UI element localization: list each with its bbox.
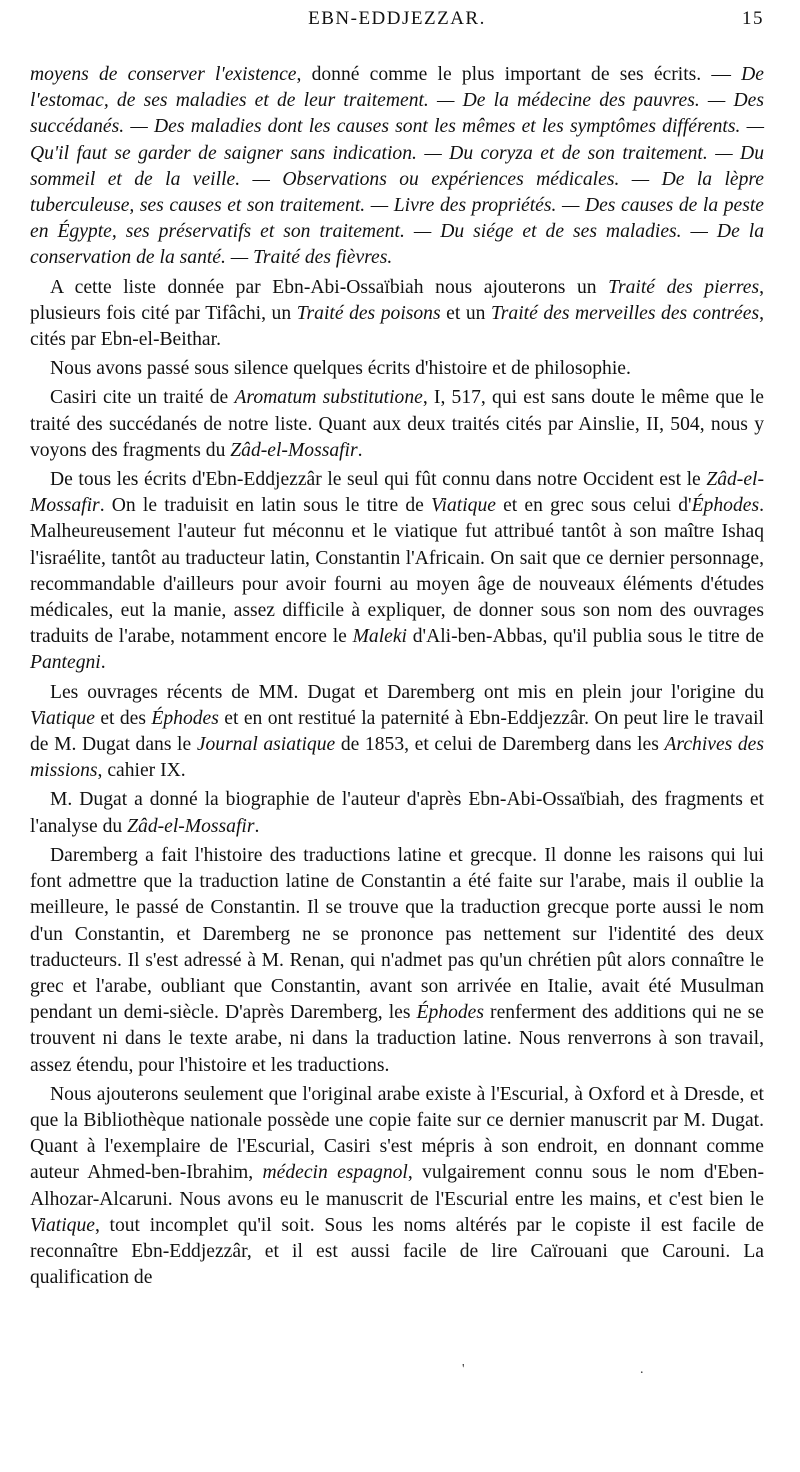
text-run: et des [94,707,152,729]
text-run: . Malheureusement l'auteur fut méconnu et le viatique fut attribué tantôt à son maître Ishaq l'israélite, tantôt au traducteur latin, Constantin l'Africain. On sait que ce dernier personnage, recommandable d'ailleurs pour avoir fourni au moyen âge de nouveaux éléments d'études médicales, eut la manie, assez difficile à expliquer, de donner sous son nom des ouvrages traduits de l'arabe, notamment encore le [30,495,764,648]
italic-text: Pantegni [30,652,101,674]
page-header [30,2,764,32]
paragraph [30,275,764,354]
text-run: . [100,652,106,674]
text-run: , plusieurs fois cité par Tifâchi, un [30,276,764,324]
text-run: De tous les écrits d'Ebn-Eddjezzâr le seul qui fût connu dans notre Occident est le [50,469,707,491]
running-head: EBN-EDDJEZZAR. [308,8,486,29]
text-run: renferment des additions qui ne se trouvent ni dans le texte arabe, ni dans la traduction latine. Nous renverrons à son travail, assez étendu, pour l'histoire et les traductions. [30,1002,764,1076]
italic-text: Éphodes [151,707,219,729]
text-run: Nous ajouterons seulement que l'original arabe existe à l'Escurial, à Oxford et à Dresde, et que la Bibliothèque nationale possède une copie faite sur ce dernier manuscrit par M. Dugat. Quant à l'exemplaire de l'Escurial, Casiri s'est mépris à son endroit, en donnant comme auteur Ahmed-ben-Ibrahim, [30,1083,764,1184]
italic-text: Éphodes [691,495,760,517]
text-run: . On le traduisit en latin sous le titre de [99,495,431,517]
italic-text: Zâd-el-Mossafir [230,439,358,461]
paragraph [30,1082,764,1292]
stray-mark: ' [462,1362,465,1377]
italic-text: Journal asiatique [196,734,336,756]
stray-mark: . [640,1362,644,1377]
text-run: d'Ali-ben-Abbas, qu'il publia sous le titre de [407,626,764,648]
text-run: , donné comme le plus important de ses écrits. — [296,64,742,85]
text-run: M. Dugat a donné la biographie de l'auteur d'après Ebn-Abi-Ossaïbiah, des fragments et l'analyse du [30,789,764,837]
text-run: Les ouvrages récents de MM. Dugat et Daremberg ont mis en plein jour l'origine du [50,681,764,703]
text-run: . [357,439,363,461]
italic-text: Éphodes [416,1002,484,1024]
italic-text: Traité des poisons [296,302,441,324]
body-text [30,62,764,1291]
italic-text: Viatique [431,495,496,517]
text-run: et en grec sous celui d' [495,495,692,517]
text-run: Daremberg a fait l'histoire des traductions latine et grecque. Il donne les raisons qui lui font admettre que la traduction latine de Constantin a été faite sur l'arabe, mais il oublie la meilleure, le passé de Constantin. Il se trouve que la traduction grecque porte aussi le nom d'un Constantin, et Daremberg ne se prononce pas nettement sur l'identité des deux traducteurs. Il s'est adressé à M. Renan, qui n'admet pas qu'un chrétien pût alors connaître le grec et l'arabe, oubliant que Constantin, avant son arrivée en Italie, avait été Musulman pendant un demi-siècle. D'après Daremberg, les [30,844,764,1024]
text-run: , tout incomplet qu'il soit. Sous les noms altérés par le copiste il est facile de reconnaître Ebn-Eddjezzâr, et il est aussi facile de lire Caïrouani que Carouni. La qualification de [30,1214,764,1289]
paragraph [30,467,764,677]
paragraph [30,680,764,785]
italic-text: Aromatum substitutione [234,387,423,409]
text-run: et en ont restitué la paternité à Ebn-Eddjezzâr. On peut lire le travail de M. Dugat dans le [30,707,764,756]
text-run: , cités par Ebn-el-Beithar. [30,302,764,351]
italic-text: Maleki [352,626,407,648]
italic-text: Zâd-el-Mossafir [127,815,255,837]
text-run: de 1853, et celui de Daremberg dans les [335,734,665,756]
paragraph [30,843,764,1079]
paragraph [30,385,764,464]
page-number: 15 [742,8,764,29]
italic-text: Zâd-el-Mossafir [30,469,764,517]
paragraph [30,356,764,382]
italic-text: Viatique [30,707,95,729]
italic-text: moyens de conserver l'existence [30,64,297,85]
italic-text: médecin espagnol [262,1162,408,1184]
paragraph [30,787,764,839]
italic-text: Archives des missions [30,734,765,782]
text-run: , cahier IX. [97,760,186,782]
text-run: , vulgairement connu sous le nom d'Eben-Alhozar-Alcaruni. Nous avons eu le manuscrit de l'Escurial entre les mains, et c'est bien le [30,1162,764,1210]
italic-text: Traité des pierres [608,276,760,298]
text-run: , I, 517, qui est sans doute le même que le traité des succédanés de notre liste. Quant aux deux traités cités par Ainslie, II, 504, nous y voyons des fragments du [30,387,764,461]
text-run: Nous avons passé sous silence quelques écrits d'histoire et de philosophie. [50,358,631,380]
italic-text: De l'estomac, de ses maladies et de leur traitement. — De la médecine des pauvres. — Des succédanés. — Des maladies dont les causes sont les mêmes et les symptômes différents. — Qu'il faut se garder de saigner sans indication. — Du coryza et de son traitement. — Du sommeil et de la veille. — Observations ou expériences médicales. — De la lèpre tuberculeuse, ses causes et son traitement. — Livre des propriétés. — Des causes de la peste en Égypte, ses préservatifs et son traitement. — Du siége et de ses maladies. — De la conservation de la santé. — Traité des fièvres. [30,64,764,269]
text-run: Casiri cite un traité de [50,387,235,409]
italic-text: Traité des merveilles des contrées [490,302,760,324]
text-run: et un [440,302,491,324]
italic-text: Viatique [30,1214,95,1236]
text-run: A cette liste donnée par Ebn-Abi-Ossaïbiah nous ajouterons un [50,276,609,298]
text-run: . [254,815,260,837]
paragraph [30,62,764,272]
